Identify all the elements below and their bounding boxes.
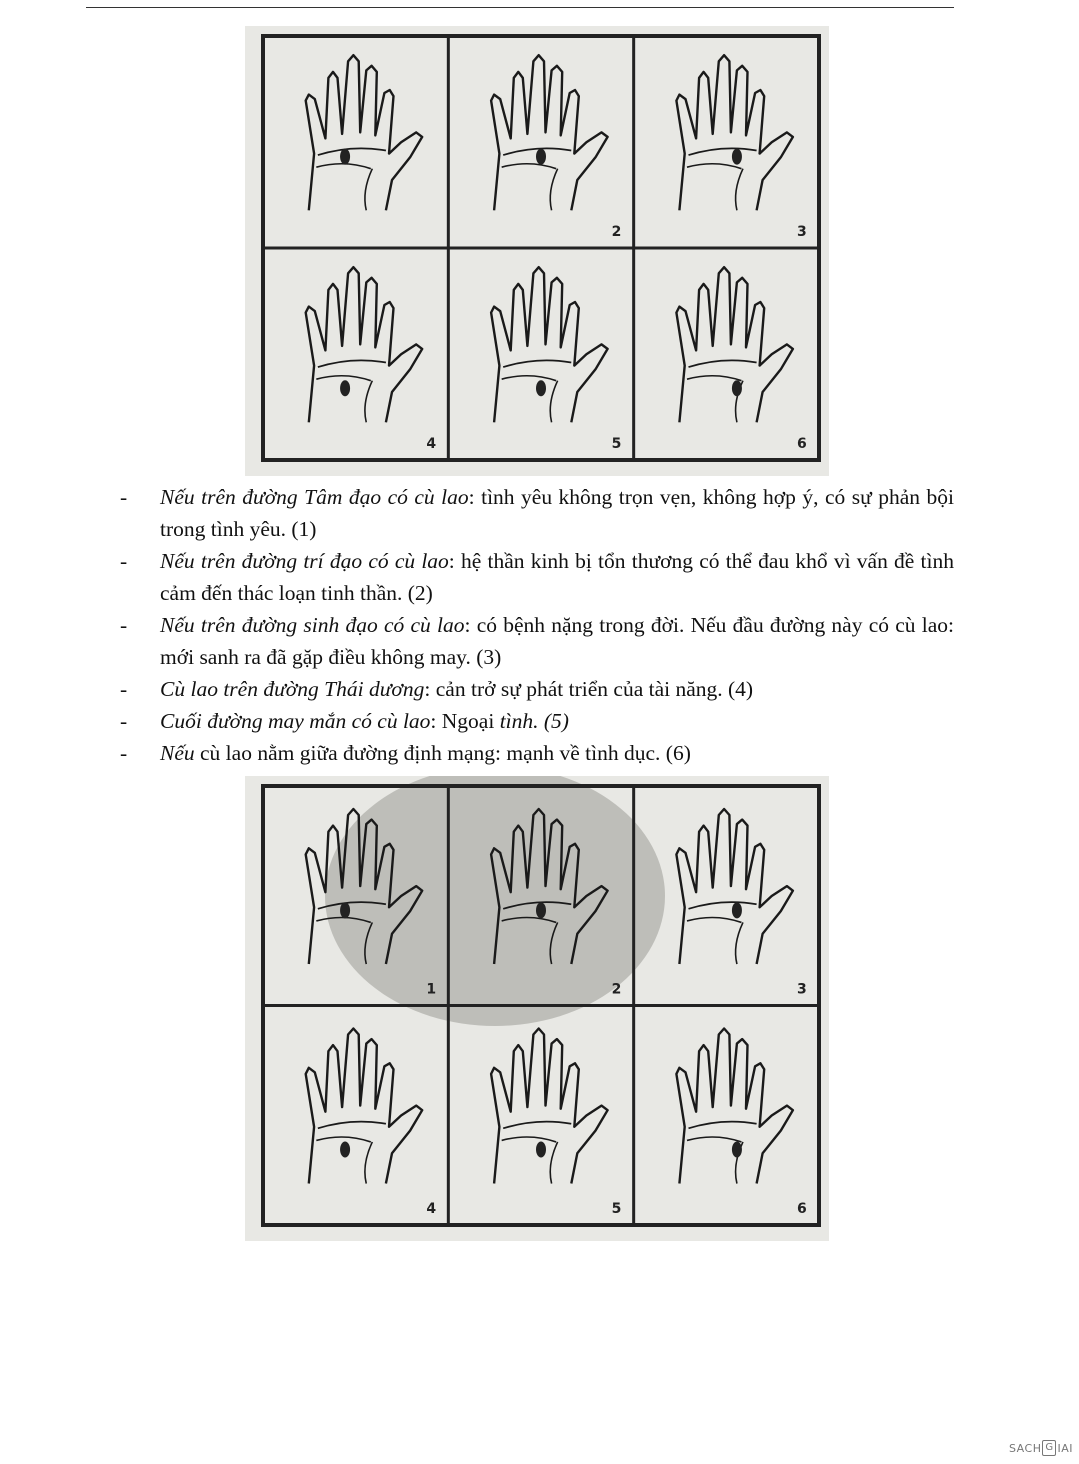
panel-number: 5 (611, 436, 622, 452)
palm-line (687, 164, 741, 169)
palm-line (502, 164, 556, 169)
site-watermark: SACH G IAI (1009, 1441, 1073, 1455)
palm-line (503, 1122, 571, 1129)
panel-number: 6 (797, 436, 807, 452)
palm-line (502, 376, 556, 381)
island-mark (536, 380, 546, 396)
panel-number: 2 (611, 981, 622, 998)
palm-line (687, 917, 741, 922)
island-mark (732, 149, 742, 165)
panel-number: 1 (426, 981, 437, 998)
panel-number: 5 (611, 1201, 622, 1217)
palm-illustration-bottom (245, 776, 829, 1241)
hand-outline-icon (676, 267, 793, 422)
island-mark (536, 902, 546, 918)
palm-line (318, 1122, 386, 1129)
palm-line (550, 1142, 557, 1184)
island-mark (340, 1142, 350, 1158)
hand-outline-icon (676, 55, 793, 210)
palm-line (318, 360, 386, 367)
palm-line (687, 1137, 741, 1142)
panel-number: 3 (797, 224, 807, 240)
palm-line (689, 902, 757, 909)
island-mark (732, 902, 742, 918)
list-item: - Cù lao trên đường Thái dương: cản trở sự phát triển của tài năng. (4) (120, 677, 754, 701)
palm-line (736, 922, 743, 964)
hand-outline-icon (676, 809, 793, 964)
palm-line (318, 148, 386, 155)
panel-number: 4 (426, 1201, 437, 1217)
palm-line (316, 1137, 370, 1142)
palm-line (365, 169, 372, 211)
palm-line (316, 376, 370, 381)
island-mark (340, 380, 350, 396)
list-item: - Nếu cù lao nằm giữa đường định mạng: mạnh về tình dục. (6) (120, 741, 691, 765)
hand-outline-icon (306, 55, 423, 210)
list-item: - Nếu trên đường trí đạo có cù lao: hệ thần kinh bị tổn thương có thể đau khổ vì vấn đề tình cảm đến thác loạn tinh thần. (2) (120, 549, 954, 605)
palm-line (503, 360, 571, 367)
hand-outline-icon (306, 1029, 423, 1184)
island-mark (732, 380, 742, 396)
palm-line (689, 360, 757, 367)
island-mark (732, 1142, 742, 1158)
island-mark (536, 149, 546, 165)
palm-line (550, 169, 557, 211)
palm-line (689, 1122, 757, 1129)
list-item: - Cuối đường may mắn có cù lao: Ngoại tình. (5) (120, 709, 569, 733)
header-rule (86, 7, 954, 8)
bullet-list (120, 481, 954, 769)
hand-outline-icon (306, 267, 423, 422)
palm-grid-top (245, 26, 829, 476)
panel-number: 3 (797, 981, 807, 998)
palm-illustration-top (245, 26, 829, 476)
hand-outline-icon (491, 1029, 607, 1184)
palm-grid-bottom (245, 776, 829, 1241)
palm-line (689, 148, 757, 155)
list-item: - Nếu trên đường Tâm đạo có cù lao: tình yêu không trọn vẹn, không hợp ý, có sự phản bội trong tình yêu. (1) (120, 485, 955, 541)
palm-line (502, 1137, 556, 1142)
island-mark (340, 149, 350, 165)
hand-outline-icon (491, 55, 607, 210)
island-mark (340, 902, 350, 918)
palm-line (365, 1142, 372, 1184)
hand-outline-icon (676, 1029, 793, 1184)
logo-box-icon: G (1042, 1440, 1056, 1456)
palm-line (550, 381, 557, 423)
hand-outline-icon (491, 267, 607, 422)
panel-number: 4 (426, 436, 437, 452)
panel-number: 6 (797, 1201, 807, 1217)
palm-line (736, 169, 743, 211)
island-mark (536, 1142, 546, 1158)
palm-line (687, 376, 741, 381)
panel-number: 2 (611, 224, 622, 240)
list-item: - Nếu trên đường sinh đạo có cù lao: có bệnh nặng trong đời. Nếu đầu đường này có cù lao: mới sanh ra đã gặp điều không may. (3) (120, 613, 954, 669)
palm-line (316, 164, 370, 169)
palm-line (365, 381, 372, 423)
